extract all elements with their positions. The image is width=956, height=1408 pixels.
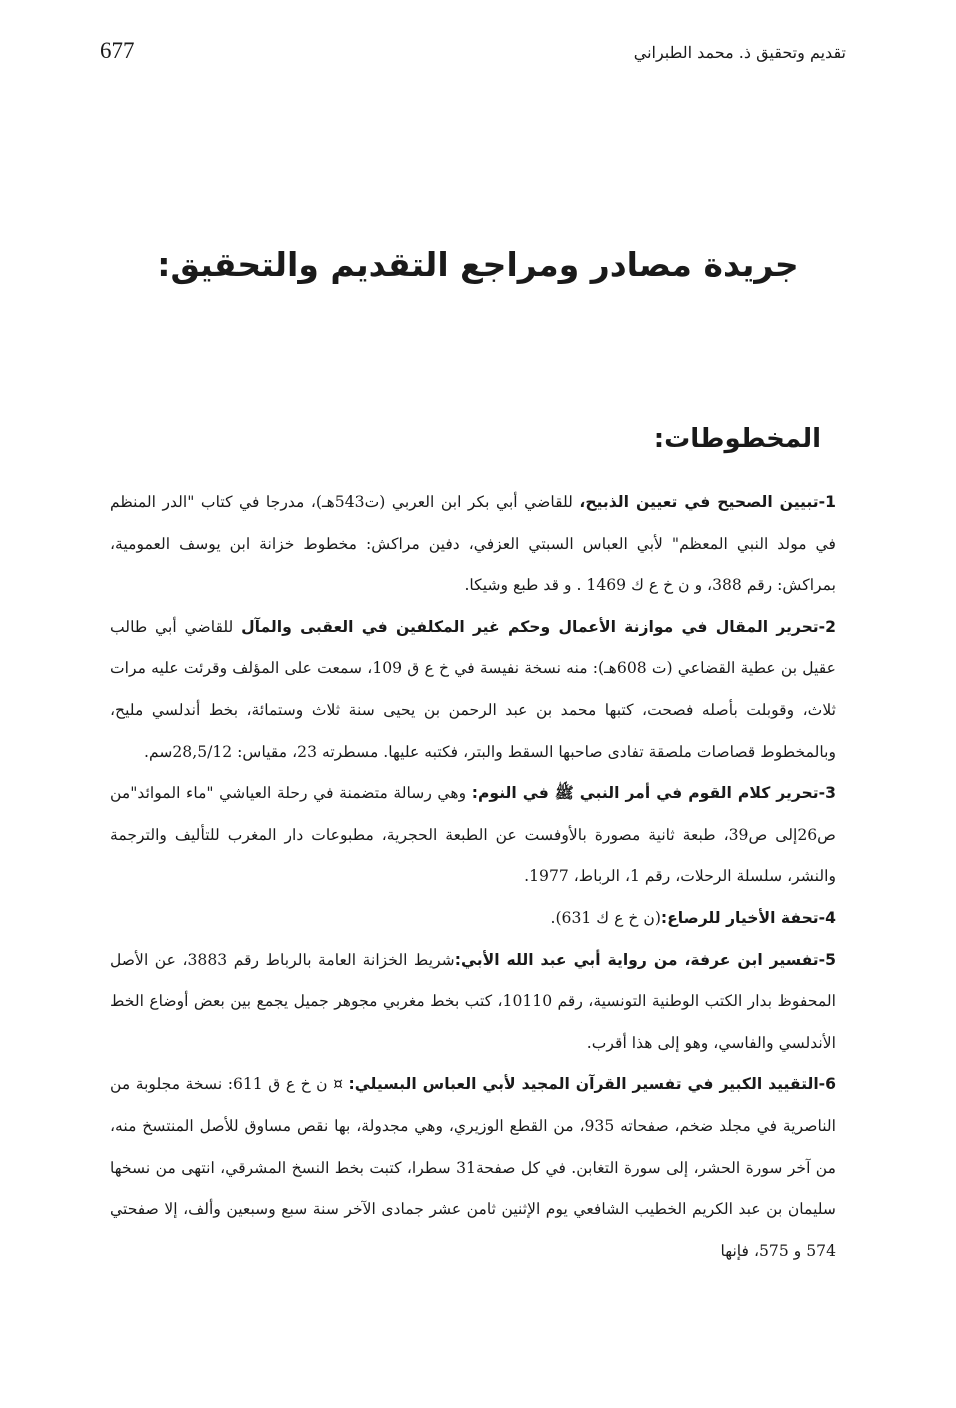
entry-body: ¤ ن خ ع ق 611: نسخة مجلوبة من الناصرية في مجلد ضخم، صفحاته 935، من القطع الوزيري، وهي مجدولة، بها نقص مساوق للأصل المنتسخ منه، من آخر سورة الحشر، إلى سورة التغابن. في كل صفحة31 سطرا، كتبت بخط النسخ المشرقي، انتهى من نسخها سليمان بن عبد الكريم الخطيب الشافعي يوم الإثنين ثامن عشر جمادى الآخر سنة سبع وسبعين وألف، إلا صفحتي 574 و 575، فإنها — [110, 1075, 836, 1260]
list-item — [110, 773, 836, 898]
entry-heading: 6-التقييد الكبير في تفسير القرآن المجيد لأبي العباس البسيلي: — [348, 1075, 836, 1094]
list-item — [110, 607, 836, 773]
manuscript-list — [110, 482, 836, 1272]
running-header — [100, 38, 846, 78]
entry-heading: 5-تفسير ابن عرفة، من رواية أبي عبد الله الأبي: — [454, 950, 836, 969]
entry-heading: 3-تحرير كلام القوم في أمر النبي ﷺ في النوم: — [471, 784, 836, 803]
entry-heading: 4-تحفة الأخيار للرصاع: — [660, 908, 836, 927]
page-title: جريدة مصادر ومراجع التقديم والتحقيق: — [157, 245, 799, 284]
list-item — [110, 482, 836, 607]
list-item — [110, 940, 836, 1065]
entry-body: وهي رسالة متضمنة في رحلة العياشي "ماء الموائد"من ص26إلى ص39، طبعة ثانية مصورة بالأوفست عن الطبعة الحجرية، مطبوعات دار المغرب للتأليف والترجمة والنشر، سلسلة الرحلات، رقم 1، الرباط، 1977. — [110, 784, 837, 886]
section-heading-manuscripts: المخطوطات: — [653, 424, 821, 454]
entry-body: للقاضي أبي بكر ابن العربي (ت543هـ)، مدرجا في كتاب "الدر المنظم في مولد النبي المعظم" لأبي العباس السبتي العزفي، دفين مراكش: مخطوط خزانة ابن يوسف العمومية، بمراكش: رقم 388، و ن خ ع ك 1469 . و قد طبع وشيكا. — [110, 493, 836, 595]
entry-heading: 1-تبيين الصحيح في تعيين الذبيح، — [579, 493, 836, 511]
entry-body: (ن خ ع ك 631). — [550, 908, 661, 927]
entry-body: شريط الخزانة العامة بالرباط رقم 3883، عن الأصل المحفوظ بدار الكتب الوطنية التونسية، رقم 10110، كتب بخط مغربي مجوهر جميل يجمع بين بعض أوضاع الخط الأندلسي والفاسي، وهو إلى هذا أقرب. — [110, 950, 836, 1052]
header-title: تقديم وتحقيق ذ. محمد الطبراني — [633, 43, 846, 62]
list-item — [110, 898, 836, 940]
page-number: 677 — [100, 38, 135, 63]
list-item — [110, 1064, 836, 1272]
entry-heading: 2-تحرير المقال في موازنة الأعمال وحكم غير المكلفين في العقبى والمآل — [241, 617, 836, 636]
entry-body: للقاضي أبي طالب عقيل بن عطية القضاعي (ت 608هـ): منه نسخة نفيسة في خ ع ق 109، سمعت على المؤلف وقرئت عليه مرات ثلاث، وقوبلت بأصله فصحت، كتبها محمد بن عبد الرحمن بن يحيى سنة ثلاث وستمائة، بخط أندلسي مليح، وبالمخطوط قصاصات ملصقة تفادى صاحبها السقط والبتر، فكتبه عليها. مسطرته 23، مقياس: 28,5/12سم. — [110, 617, 836, 761]
